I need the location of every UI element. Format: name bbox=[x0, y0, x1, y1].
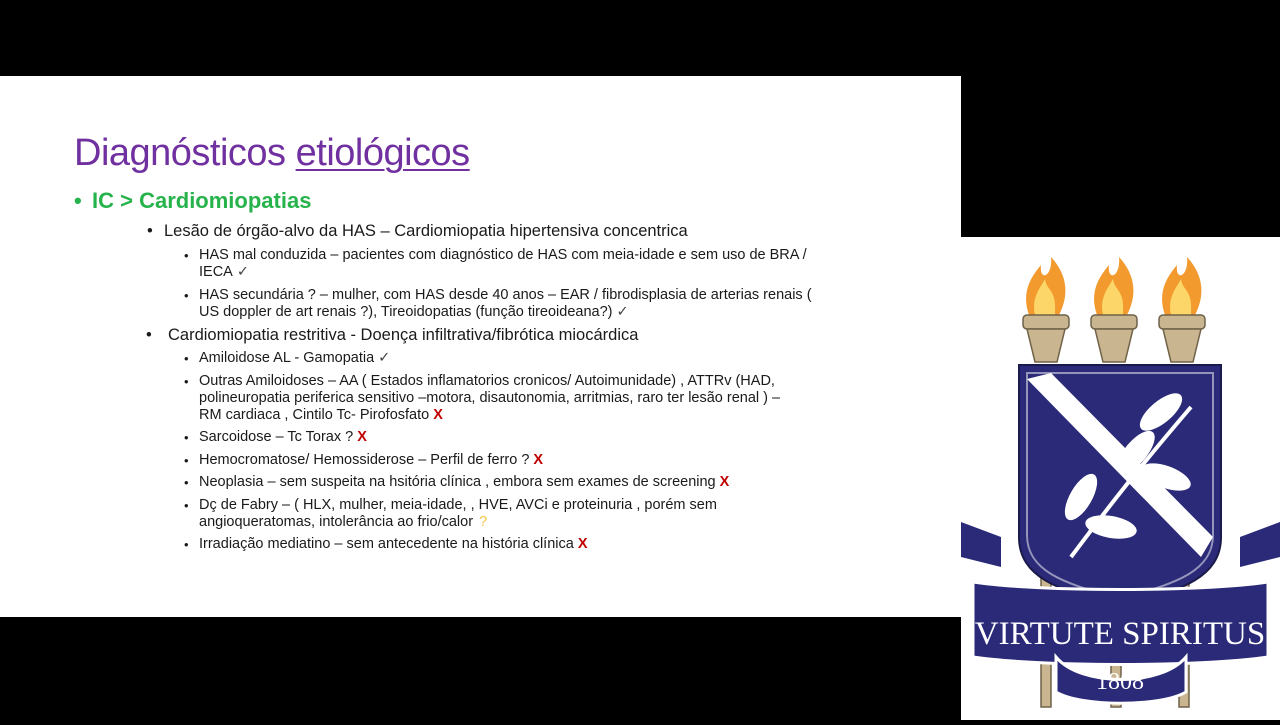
check-icon: ✓ bbox=[236, 264, 249, 280]
bullet-icon: • bbox=[184, 374, 189, 389]
group-heading-1 bbox=[147, 222, 688, 241]
item-line: US doppler de art renais ?), Tireoidopatias (função tireoideana?) bbox=[199, 304, 613, 320]
x-mark-icon: X bbox=[433, 407, 443, 423]
x-mark-icon: X bbox=[577, 536, 588, 552]
check-icon: ✓ bbox=[616, 304, 629, 320]
emblem-year: 1808 bbox=[1096, 669, 1144, 695]
item-line: Amiloidose AL - Gamopatia bbox=[199, 350, 375, 366]
item-line: Sarcoidose – Tc Torax ? bbox=[199, 429, 354, 445]
item-line: Irradiação mediatino – sem antecedente na história clínica bbox=[199, 536, 574, 552]
emblem-motto: VIRTUTE SPIRITUS bbox=[974, 616, 1266, 652]
item-line: IECA bbox=[199, 264, 233, 280]
bullet-icon: • bbox=[184, 498, 189, 513]
bullet-icon: • bbox=[147, 222, 153, 240]
x-mark-icon: X bbox=[357, 429, 367, 445]
bullet-icon: • bbox=[184, 537, 189, 552]
list-item bbox=[184, 536, 899, 553]
list-item bbox=[184, 452, 899, 469]
bullet-icon: • bbox=[184, 453, 189, 468]
section-heading-text: IC > Cardiomiopatias bbox=[92, 188, 312, 213]
university-emblem bbox=[961, 237, 1280, 720]
section-heading bbox=[74, 188, 311, 214]
list-item bbox=[184, 474, 899, 491]
bullet-icon: • bbox=[184, 475, 189, 490]
item-line: polineuropatia periferica sensitivo –motora, disautonomia, arritmias, raro ter lesão renal ) – bbox=[199, 390, 781, 406]
torch-flames-icon bbox=[1026, 257, 1201, 315]
item-line: RM cardiaca , Cintilo Tc- Pirofosfato bbox=[199, 407, 430, 423]
list-item bbox=[184, 287, 899, 321]
item-line: Hemocromatose/ Hemossiderose – Perfil de ferro ? bbox=[199, 452, 530, 468]
list-item bbox=[184, 350, 899, 367]
item-line: HAS mal conduzida – pacientes com diagnóstico de HAS com meia-idade e sem uso de BRA / bbox=[199, 247, 807, 263]
question-mark-icon: ? bbox=[479, 514, 488, 530]
bullet-icon: • bbox=[74, 188, 82, 213]
emblem-graphic bbox=[961, 237, 1280, 720]
x-mark-icon: X bbox=[719, 474, 730, 490]
bullet-icon: • bbox=[184, 248, 189, 263]
group-heading-text: Cardiomiopatia restritiva - Doença infiltrativa/fibrótica miocárdica bbox=[168, 326, 639, 344]
check-icon: ✓ bbox=[378, 350, 391, 366]
group-heading-text: Lesão de órgão-alvo da HAS – Cardiomiopatia hipertensiva concentrica bbox=[164, 222, 688, 240]
item-line: Neoplasia – sem suspeita na hsitória clínica , embora sem exames de screening bbox=[199, 474, 716, 490]
slide-title bbox=[74, 132, 470, 175]
list-item bbox=[184, 429, 899, 446]
title-text: Diagnósticos bbox=[74, 132, 296, 174]
title-underlined-text: etiológicos bbox=[295, 132, 470, 174]
item-line: Dç de Fabry – ( HLX, mulher, meia-idade, , HVE, AVCi e proteinuria , porém sem bbox=[199, 497, 717, 513]
list-item bbox=[184, 497, 899, 531]
item-line: HAS secundária ? – mulher, com HAS desde 40 anos – EAR / fibrodisplasia de arterias renais ( bbox=[199, 287, 812, 303]
slide bbox=[0, 76, 961, 617]
bullet-icon: • bbox=[184, 288, 189, 303]
bullet-icon: • bbox=[146, 326, 152, 344]
bullet-icon: • bbox=[184, 351, 189, 366]
list-item bbox=[184, 373, 899, 424]
item-line: Outras Amiloidoses – AA ( Estados inflamatorios cronicos/ Autoimunidade) , ATTRv (HAD, bbox=[199, 373, 775, 389]
list-item bbox=[184, 247, 899, 281]
item-line: angioqueratomas, intolerância ao frio/calor bbox=[199, 514, 474, 530]
group-heading-2 bbox=[146, 326, 639, 345]
x-mark-icon: X bbox=[533, 452, 544, 468]
bullet-icon: • bbox=[184, 430, 189, 445]
